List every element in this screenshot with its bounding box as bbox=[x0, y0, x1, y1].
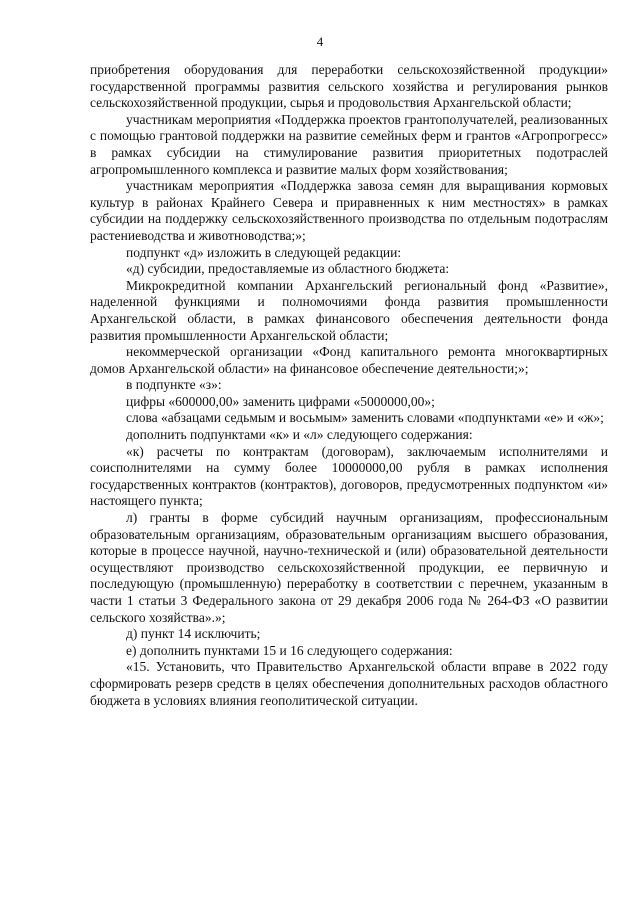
paragraph: Микрокредитной компании Архангельский региональный фонд «Развитие», наделенной функциями и полномочиями фонда развития промышленности Архангельской области, в рамках финансового обеспечения деятельности фонда развития промышленности Архангельской области; bbox=[90, 277, 608, 343]
paragraph: участникам мероприятия «Поддержка проектов грантополучателей, реализованных с помощью грантовой поддержки на развитие семейных ферм и грантов «Агропрогресс» в рамках субсидии на стимулирование развития приоритетных подотраслей агропромышленного комплекса и развитие малых форм хозяйствования; bbox=[90, 111, 608, 177]
paragraph: участникам мероприятия «Поддержка завоза семян для выращивания кормовых культур в районах Крайнего Севера и приравненных к ним местностях» в рамках субсидии на поддержку сельскохозяйственного производства по отдельным подотраслям растениеводства и животноводства;»; bbox=[90, 178, 608, 243]
paragraph: «д) субсидии, предоставляемые из областного бюджета: bbox=[126, 261, 450, 277]
paragraph: в подпункте «з»: bbox=[126, 377, 222, 393]
document-body bbox=[90, 62, 608, 709]
page-number: 4 bbox=[316, 34, 324, 49]
paragraph: цифры «600000,00» заменить цифрами «5000000,00»; bbox=[126, 393, 435, 409]
paragraph: слова «абзацами седьмым и восьмым» заменить словами «подпунктами «е» и «ж»; bbox=[126, 410, 604, 426]
paragraph: некоммерческой организации «Фонд капитального ремонта многоквартирных домов Архангельской области» на финансовое обеспечение деятельности;»; bbox=[90, 344, 608, 376]
paragraph: е) дополнить пунктами 15 и 16 следующего содержания: bbox=[126, 642, 453, 658]
paragraph: л) гранты в форме субсидий научным организациям, профессиональным образовательным организациям, образовательным организациям высшего образования, которые в процессе научной, научно-технической и (или) образовательной деятельности осуществляют производство сельскохозяйственной продукции, ее первичную и последующую (промышленную) переработку в соответствии с перечнем, указанным в части 1 статьи 3 Федерального закона от 29 декабря 2006 года № 264-ФЗ «О развитии сельского хозяйства».»; bbox=[90, 510, 608, 625]
paragraph: дополнить подпунктами «к» и «л» следующего содержания: bbox=[126, 427, 473, 443]
paragraph: подпункт «д» изложить в следующей редакции: bbox=[126, 244, 402, 260]
paragraph: «15. Установить, что Правительство Архангельской области вправе в 2022 году сформировать резерв средств в целях обеспечения дополнительных расходов областного бюджета в условиях влияния геополитической ситуации. bbox=[90, 659, 608, 708]
paragraph: д) пункт 14 исключить; bbox=[126, 626, 261, 642]
paragraph: приобретения оборудования для переработки сельскохозяйственной продукции» государственной программы развития сельского хозяйства и регулирования рынков сельскохозяйственной продукции, сырья и продовольствия Архангельской области; bbox=[90, 62, 608, 111]
paragraph: «к) расчеты по контрактам (договорам), заключаемым исполнителями и соисполнителями на сумму более 10000000,00 рубля в рамках исполнения государственных контрактов (контрактов), договоров, предусмотренных подпунктом «и» настоящего пункта; bbox=[90, 443, 608, 509]
